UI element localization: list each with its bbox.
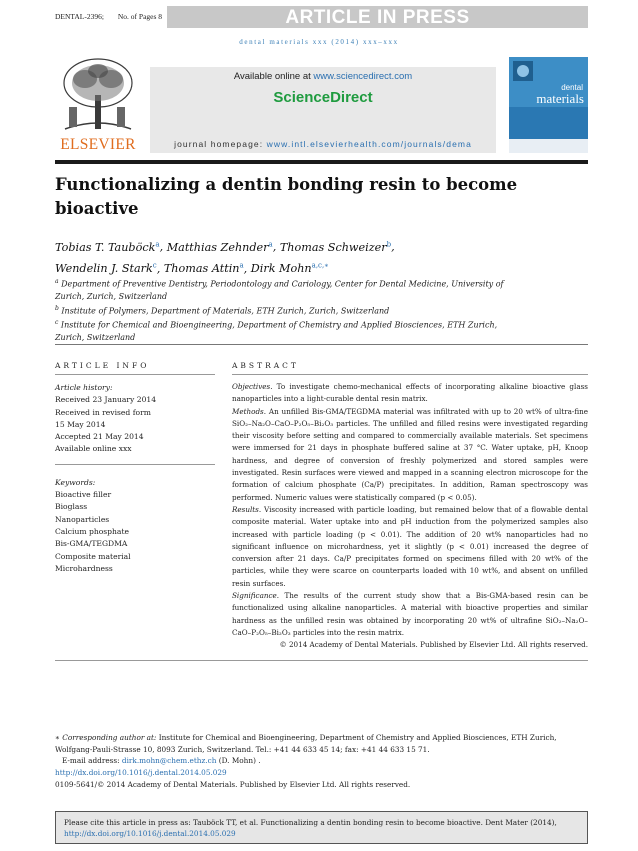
keyword: Bioactive filler	[55, 490, 112, 500]
issn-line: 0109-5641/© 2014 Academy of Dental Materials. Published by Elsevier Ltd. All rights reserved.	[55, 780, 411, 789]
cover-title-line2: materials	[536, 91, 584, 106]
cover-band	[509, 107, 588, 139]
author-name: Wendelin J. Stark	[55, 262, 153, 276]
abstract-copyright: © 2014 Academy of Dental Materials. Published by Elsevier Ltd. All rights reserved.	[279, 640, 588, 650]
cite-text: Please cite this article in press as: Tauböck TT, et al. Functionalizing a dentin bonding resin to become bioactive. Dent Mater (2014),	[64, 818, 557, 827]
abstract-methods	[232, 406, 588, 504]
author-name: Matthias Zehnder	[166, 240, 269, 254]
article-title: Functionalizing a dentin bonding resin to become bioactive	[55, 175, 518, 218]
affiliations-rule	[55, 344, 588, 345]
banner-text: ARTICLE IN PRESS	[285, 7, 470, 28]
author[interactable]	[55, 262, 157, 275]
author-sup: b	[386, 240, 392, 248]
article-info	[55, 382, 215, 575]
corresponding-text: Institute for Chemical and Bioengineering, Department of Chemistry and Applied Biosciences, ETH Zurich, Wolfgang-Pauli-Strasse 10, 8093 Zurich, Switzerland. Tel.: +41 44 633 45 14; fax: +41 44 633 15 71.	[55, 733, 557, 754]
email-suffix: (D. Mohn) .	[216, 756, 261, 765]
author-sup: a	[155, 240, 160, 248]
keyword: Microhardness	[55, 563, 113, 573]
author[interactable]	[251, 262, 329, 275]
email-label: E-mail address:	[61, 756, 122, 765]
page-count: No. of Pages 8	[117, 12, 163, 21]
cite-box	[55, 811, 588, 844]
available-online	[150, 71, 496, 82]
author-sep: ,	[243, 262, 251, 276]
keyword: Calcium phosphate	[55, 526, 129, 536]
affiliation-sup: b	[55, 304, 59, 312]
author-sep: ,	[156, 262, 164, 276]
sciencedirect-box	[150, 67, 496, 153]
header-rule	[55, 160, 588, 164]
article-id: DENTAL-2396;	[55, 12, 104, 21]
cover-footer-strip	[509, 139, 588, 153]
author[interactable]	[55, 241, 160, 254]
available-prefix: Available online at	[233, 71, 314, 82]
affiliation	[55, 317, 515, 344]
objectives-label: Objectives.	[232, 382, 273, 391]
author-name: Dirk Mohn	[250, 262, 312, 276]
affiliation-text: Department of Preventive Dentistry, Periodontology and Cariology, Center for Dental Medicine, University of Zurich, Zurich, Switzerland	[55, 279, 504, 301]
author-sep: ,	[159, 240, 167, 254]
affiliation	[55, 276, 515, 303]
significance-text: The results of the current study show that a Bis-GMA-based resin can be functionalized using alkaline nanoparticles. A material with bioactive properties and similar hardness as the unfilled resin was obtained by incorporating 20 wt% of ultrafine SiO₂–Na₂O–CaO–P₂O₅–Bi₂O₃ particles into the resin matrix.	[232, 591, 588, 637]
affiliation-sup: a	[55, 278, 59, 285]
corresponding-label: Corresponding author at:	[62, 733, 157, 742]
corresponding-footnote	[55, 732, 588, 767]
article-in-press-banner	[167, 6, 588, 28]
journal-homepage	[150, 139, 496, 149]
sciencedirect-link[interactable]: www.sciencedirect.com	[313, 71, 413, 82]
methods-text: An unfilled Bis-GMA/TEGDMA material was infiltrated with up to 20 wt% of ultra-fine SiO₂–Na₂O–CaO–P₂O₅–Bi₂O₃ particles. The unfilled and filled resins were investigated regarding their viscosity before setting and compared to commercially available materials. Set specimens were immersed for 21 days in phosphate buffered saline at 37 °C. Water uptake, pH, Knoop hardness, and degree of conversion of freshly polymerized and stored samples were investigated. Resin surfaces were viewed and mapped in a scanning electron microscope for the formation of calcium phosphate (Ca/P) precipitates. In addition, Raman spectroscopy was performed. Numeric values were statistically compared (p < 0.05).	[232, 406, 588, 502]
author-list	[55, 235, 588, 278]
abstract-body	[232, 381, 588, 652]
abstract-rule	[232, 374, 588, 375]
abstract-bottom-rule	[55, 660, 588, 661]
top-bar	[55, 6, 588, 28]
elsevier-tree-icon	[55, 57, 141, 135]
article-info-rule	[55, 374, 215, 375]
history-label: Article history:	[55, 383, 113, 392]
history-item: Available online xxx	[55, 444, 132, 454]
author-sup: a	[268, 240, 273, 248]
abstract-objectives	[232, 381, 588, 406]
affiliation	[55, 303, 515, 318]
author[interactable]	[164, 262, 244, 275]
keyword: Bis-GMA/TEGDMA	[55, 539, 128, 549]
author-sup: a,c,∗	[311, 261, 329, 270]
journal-citation-line: dental materials xxx (2014) xxx–xxx	[239, 38, 399, 46]
cover-title-line1: dental	[561, 83, 583, 92]
history-item: Accepted 21 May 2014	[55, 432, 144, 442]
history-item: 15 May 2014	[55, 419, 106, 429]
author[interactable]	[280, 241, 391, 254]
author-name: Thomas Schweizer	[279, 240, 387, 254]
author-sup: a	[239, 261, 244, 270]
keyword: Nanoparticles	[55, 514, 110, 524]
elsevier-wordmark: ELSEVIER	[60, 136, 136, 153]
affiliation-text: Institute for Chemical and Bioengineering, Department of Chemistry and Applied Biosciences, ETH Zurich, Zurich, Switzerland	[55, 320, 498, 342]
journal-cover	[509, 57, 588, 153]
history-item: Received in revised form	[55, 407, 151, 417]
results-label: Results.	[232, 504, 262, 514]
elsevier-logo	[55, 57, 141, 154]
article-info-heading: ARTICLE INFO	[55, 361, 150, 370]
doi-link[interactable]: http://dx.doi.org/10.1016/j.dental.2014.05.029	[55, 768, 227, 777]
results-text: Viscosity increased with particle loading, but remained below that of a flowable dental composite material. Water uptake into and pH induction from the polymerized samples also increased with particle loading (p < 0.01). The addition of 20 wt% nanoparticles had no significant influence on microhardness, yet it slightly (p < 0.01) increased the degree of conversion after 21 days. Ca/P precipitates formed on specimens filled with 20 wt% of the particles, while they were scarce on counterparts loaded with 10 wt%, and absent on unfilled resin surfaces.	[232, 504, 588, 588]
homepage-link[interactable]: www.intl.elsevierhealth.com/journals/dema	[266, 139, 472, 149]
cite-link[interactable]: http://dx.doi.org/10.1016/j.dental.2014.05.029	[64, 829, 236, 838]
abstract-significance	[232, 590, 588, 639]
keyword: Bioglass	[55, 502, 88, 512]
info-divider	[55, 464, 215, 465]
affiliation-sup: c	[55, 319, 59, 327]
author-sep: ,	[391, 240, 395, 254]
abstract-results	[232, 504, 588, 590]
homepage-prefix: journal homepage:	[174, 139, 267, 149]
affiliation-text: Institute of Polymers, Department of Materials, ETH Zurich, Zurich, Switzerland	[61, 306, 390, 316]
author-sep: ,	[272, 240, 280, 254]
objectives-text: To investigate chemo-mechanical effects of incorporating alkaline bioactive glass nanoparticles into a light-curable dental resin matrix.	[232, 382, 588, 404]
keywords-label: Keywords:	[55, 477, 96, 487]
journal-header	[55, 57, 588, 154]
author-name: Tobias T. Tauböck	[55, 240, 156, 254]
significance-label: Significance.	[232, 591, 280, 601]
history-item: Received 23 January 2014	[55, 395, 157, 405]
abstract-heading: ABSTRACT	[232, 361, 299, 370]
email-link[interactable]: dirk.mohn@chem.ethz.ch	[121, 756, 217, 765]
keyword: Composite material	[55, 551, 131, 561]
affiliations	[55, 276, 515, 344]
author-sup: c	[152, 261, 157, 270]
article-meta	[55, 12, 174, 21]
author-name: Thomas Attin	[163, 262, 240, 276]
author[interactable]	[167, 241, 273, 254]
sciencedirect-logo: ScienceDirect	[273, 89, 373, 106]
footnote-marker: ∗	[55, 733, 60, 742]
methods-label: Methods.	[232, 406, 267, 416]
